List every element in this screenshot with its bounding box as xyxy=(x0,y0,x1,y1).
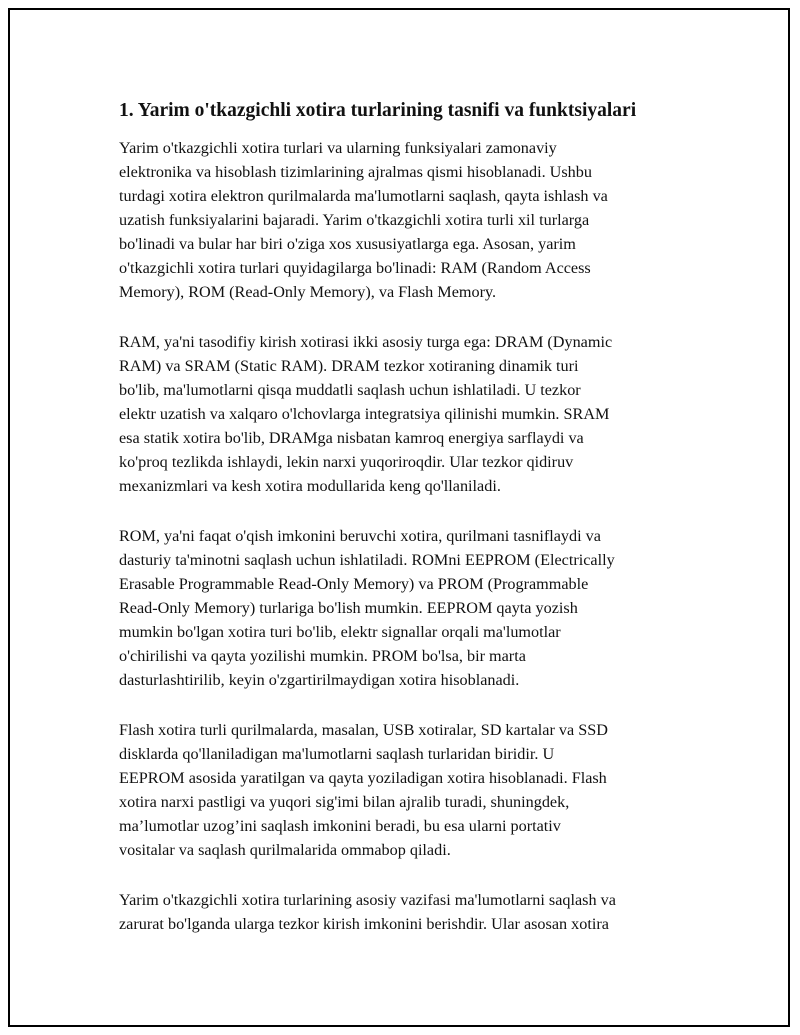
text-line: Flash xotira turli qurilmalarda, masalan, USB xotiralar, SD kartalar va SSD xyxy=(119,721,608,739)
text-line: ROM, ya'ni faqat o'qish imkonini beruvchi xotira, qurilmani tasniflaydi va xyxy=(119,527,601,545)
text-line: bo'linadi va bular har biri o'ziga xos xususiyatlarga ega. Asosan, yarim xyxy=(119,235,576,253)
text-line: EEPROM asosida yaratilgan va qayta yoziladigan xotira hisoblanadi. Flash xyxy=(119,769,607,787)
text-line: mexanizmlari va kesh xotira modullarida keng qo'llaniladi. xyxy=(119,477,501,495)
text-line: Read-Only Memory) turlariga bo'lish mumkin. EEPROM qayta yozish xyxy=(119,599,578,617)
text-line: Yarim o'tkazgichli xotira turlarining asosiy vazifasi ma'lumotlarni saqlash va xyxy=(119,891,616,909)
text-line: ma’lumotlar uzog’ini saqlash imkonini beradi, bu esa ularni portativ xyxy=(119,817,561,835)
text-line: turdagi xotira elektron qurilmalarda ma'lumotlarni saqlash, qayta ishlash va xyxy=(119,187,608,205)
paragraph-flash xyxy=(119,718,694,862)
text-line: mumkin bo'lgan xotira turi bo'lib, elektr signallar orqali ma'lumotlar xyxy=(119,623,561,641)
text-line: bo'lib, ma'lumotlarni qisqa muddatli saqlash uchun ishlatiladi. U tezkor xyxy=(119,381,581,399)
text-line: esa statik xotira bo'lib, DRAMga nisbatan kamroq energiya sarflaydi va xyxy=(119,429,584,447)
paragraph-ram xyxy=(119,330,694,498)
paragraph-rom xyxy=(119,524,694,692)
text-line: Erasable Programmable Read-Only Memory) va PROM (Programmable xyxy=(119,575,589,593)
text-line: ko'proq tezlikda ishlaydi, lekin narxi yuqoriroqdir. Ular tezkor qidiruv xyxy=(119,453,574,471)
text-line: o'tkazgichli xotira turlari quyidagilarga bo'linadi: RAM (Random Access xyxy=(119,259,591,277)
text-line: elektronika va hisoblash tizimlarining ajralmas qismi hisoblanadi. Ushbu xyxy=(119,163,592,181)
text-line: Yarim o'tkazgichli xotira turlari va ularning funksiyalari zamonaviy xyxy=(119,139,557,157)
text-line: disklarda qo'llaniladigan ma'lumotlarni saqlash turlaridan biridir. U xyxy=(119,745,555,763)
section-heading: 1. Yarim o'tkazgichli xotira turlarining tasnifi va funktsiyalari xyxy=(119,100,637,121)
text-line: zarurat bo'lganda ularga tezkor kirish imkonini berishdir. Ular asosan xotira xyxy=(119,915,609,933)
text-line: Memory), ROM (Read-Only Memory), va Flash Memory. xyxy=(119,283,497,301)
text-line: o'chirilishi va qayta yozilishi mumkin. PROM bo'lsa, bir marta xyxy=(119,647,526,665)
text-line: dasturlashtirilib, keyin o'zgartirilmaydigan xotira hisoblanadi. xyxy=(119,671,520,689)
text-line: elektr uzatish va xalqaro o'lchovlarga integratsiya qilinishi mumkin. SRAM xyxy=(119,405,610,423)
document-page xyxy=(8,8,790,1027)
text-line: vositalar va saqlash qurilmalarida ommabop qiladi. xyxy=(119,841,451,859)
text-line: RAM, ya'ni tasodifiy kirish xotirasi ikki asosiy turga ega: DRAM (Dynamic xyxy=(119,333,613,351)
text-line: xotira narxi pastligi va yuqori sig'imi bilan ajralib turadi, shuningdek, xyxy=(119,793,570,811)
document-body xyxy=(119,98,694,962)
text-line: uzatish funksiyalarini bajaradi. Yarim o'tkazgichli xotira turli xil turlarga xyxy=(119,211,590,229)
text-line: RAM) va SRAM (Static RAM). DRAM tezkor xotiraning dinamik turi xyxy=(119,357,579,375)
paragraph-intro xyxy=(119,136,694,304)
paragraph-summary xyxy=(119,888,694,936)
text-line: dasturiy ta'minotni saqlash uchun ishlatiladi. ROMni EEPROM (Electrically xyxy=(119,551,615,569)
